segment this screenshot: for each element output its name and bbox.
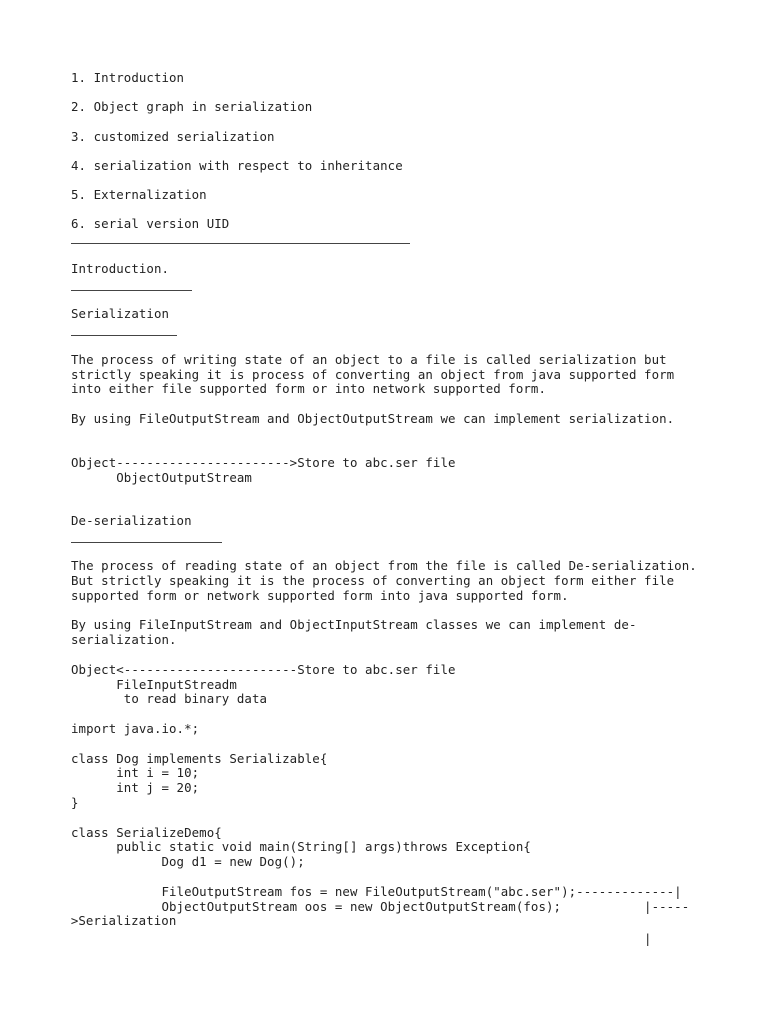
table-of-contents [71, 71, 731, 232]
toc-divider [71, 243, 410, 244]
code-line: class SerializeDemo{ [71, 824, 222, 840]
paragraph-line: The process of reading state of an object from the file is called De-serialization. [71, 558, 697, 574]
paragraph-line: The process of writing state of an object to a file is called serialization but [71, 351, 667, 367]
serialization-usage: By using FileOutputStream and ObjectOutputStream we can implement serialization. [71, 411, 675, 427]
diagram-line: to read binary data [71, 691, 268, 707]
paragraph-line: By using FileInputStream and ObjectInputStream classes we can implement de- [71, 617, 637, 633]
intro-heading: Introduction. [71, 261, 170, 277]
deserialization-heading-underline [71, 542, 222, 543]
code-line: ObjectOutputStream oos = new ObjectOutputStream(fos); |----- [71, 898, 690, 914]
spacer [71, 427, 731, 456]
toc-item: 4. serialization with respect to inheritance [71, 157, 403, 173]
intro-heading-underline [71, 290, 192, 291]
spacer [71, 397, 731, 412]
deserialization-diagram [71, 663, 731, 707]
code-line: Dog d1 = new Dog(); [71, 854, 305, 870]
spacer [71, 707, 731, 722]
spacer [71, 648, 731, 663]
deserialization-paragraph [71, 559, 731, 603]
spacer [71, 604, 731, 619]
code-line: import java.io.*; [71, 721, 200, 737]
paragraph-line: But strictly speaking it is the process of converting an object form either file [71, 573, 675, 589]
paragraph-line: supported form or network supported form into java supported form. [71, 587, 569, 603]
serialization-diagram [71, 456, 731, 486]
serialization-paragraph [71, 353, 731, 397]
code-line: | [71, 931, 652, 947]
paragraph-line: serialization. [71, 632, 177, 648]
code-line: int i = 10; [71, 765, 200, 781]
toc-item: 5. Externalization [71, 187, 207, 203]
serialization-heading: Serialization [71, 306, 170, 322]
diagram-line: Object<-----------------------Store to abc.ser file [71, 661, 456, 677]
spacer [71, 870, 731, 885]
spacer [71, 811, 731, 826]
serialization-heading-underline [71, 335, 177, 336]
deserialization-heading: De-serialization [71, 513, 192, 529]
diagram-line: ObjectOutputStream [71, 469, 252, 485]
toc-item: 2. Object graph in serialization [71, 99, 313, 115]
paragraph-line: strictly speaking it is process of converting an object from java supported form [71, 366, 675, 382]
toc-item: 1. Introduction [71, 70, 185, 85]
deserialization-usage [71, 618, 731, 648]
spacer [71, 485, 731, 514]
code-line: int j = 20; [71, 780, 200, 796]
toc-item: 3. customized serialization [71, 128, 275, 144]
diagram-line: FileInputStreadm [71, 676, 237, 692]
spacer [71, 737, 731, 752]
document-page [71, 71, 731, 947]
code-block [71, 722, 731, 947]
code-line: } [71, 795, 79, 810]
code-line: class Dog implements Serializable{ [71, 750, 328, 766]
code-line: FileOutputStream fos = new FileOutputStream("abc.ser");-------------| [71, 883, 682, 899]
paragraph-line: into either file supported form or into network supported form. [71, 381, 547, 397]
code-line: public static void main(String[] args)throws Exception{ [71, 839, 531, 855]
code-line: >Serialization [70, 913, 177, 929]
toc-item: 6. serial version UID [71, 216, 230, 232]
diagram-line: Object----------------------->Store to abc.ser file [71, 454, 456, 470]
